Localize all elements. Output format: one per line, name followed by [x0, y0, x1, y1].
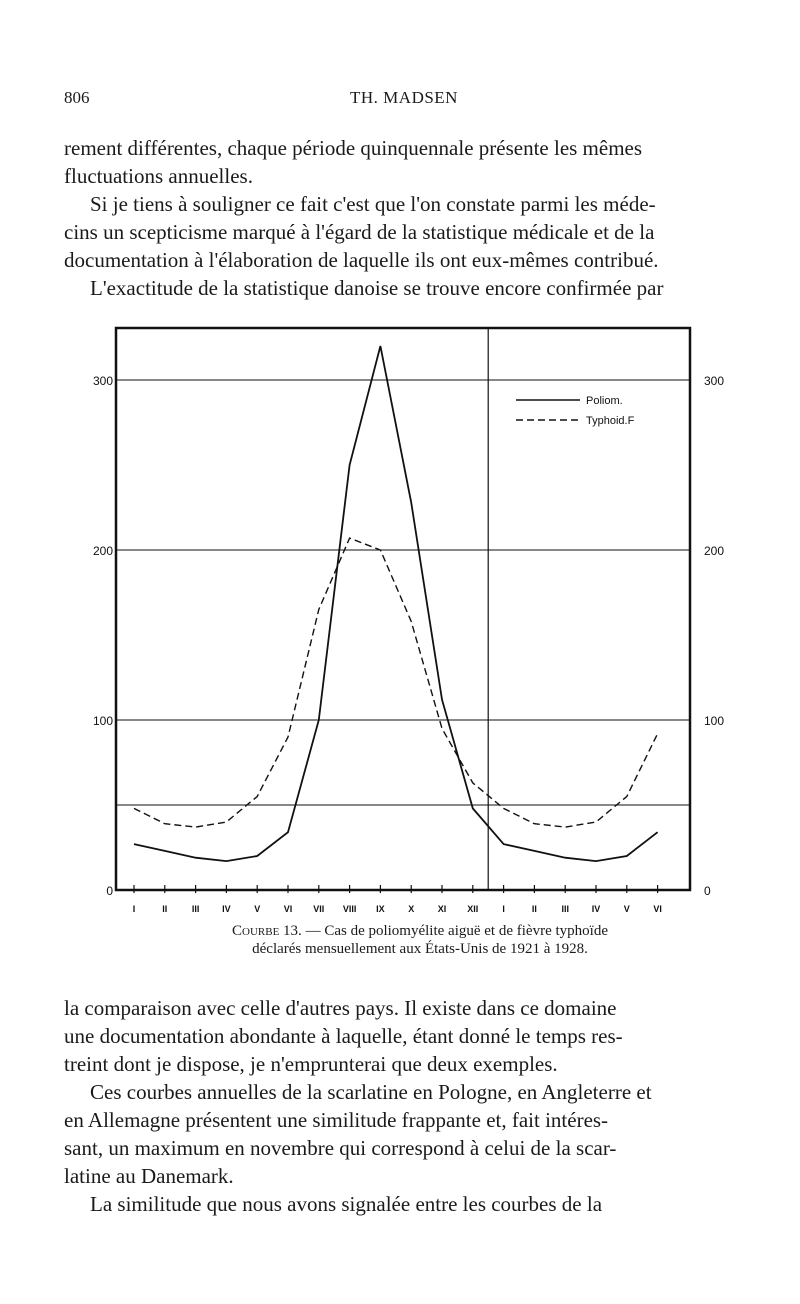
- plot-frame: [116, 328, 690, 890]
- x-tick-label: VIII: [342, 904, 357, 914]
- text-line: sant, un maximum en novembre qui correspond à celui de la scar-: [64, 1136, 617, 1160]
- bottom-paragraphs: [64, 994, 738, 1218]
- y-tick-label-left: 300: [92, 374, 113, 388]
- x-tick-label: IX: [376, 904, 385, 914]
- y-tick-label-right: 200: [704, 544, 725, 558]
- text-line: en Allemagne présentent une similitude frappante et, fait intéres-: [64, 1108, 609, 1132]
- y-tick-label-right: 100: [704, 714, 725, 728]
- x-tick-label: VI: [283, 904, 293, 914]
- text-line: la comparaison avec celle d'autres pays. Il existe dans ce domaine: [64, 996, 617, 1020]
- text-line: documentation à l'élaboration de laquelle ils ont eux-mêmes contribué.: [64, 248, 659, 272]
- figure-caption: [110, 922, 730, 958]
- text-line: rement différentes, chaque période quinquennale présente les mêmes: [64, 136, 643, 160]
- y-tick-label-left: 100: [92, 714, 113, 728]
- x-tick-label: I: [132, 904, 136, 914]
- x-tick-label: XI: [437, 904, 447, 914]
- x-tick-label: V: [623, 904, 630, 914]
- x-tick-label: IV: [591, 904, 601, 914]
- y-tick-label-left: 0: [106, 884, 113, 898]
- text-line: une documentation abondante à laquelle, étant donné le temps res-: [64, 1024, 623, 1048]
- caption-line-2: déclarés mensuellement aux États-Unis de 1921 à 1928.: [252, 941, 588, 957]
- text-line: Si je tiens à souligner ce fait c'est que l'on constate parmi les méde-: [90, 192, 656, 216]
- text-line: L'exactitude de la statistique danoise se trouve encore confirmée par: [90, 276, 664, 300]
- text-line: Ces courbes annuelles de la scarlatine en Pologne, en Angleterre et: [90, 1080, 652, 1104]
- text-line: La similitude que nous avons signalée entre les courbes de la: [90, 1192, 603, 1216]
- page-header: [64, 88, 744, 112]
- legend-label: Poliom.: [586, 395, 623, 407]
- y-tick-label-left: 200: [92, 544, 113, 558]
- top-paragraphs: [64, 134, 738, 302]
- caption-text: — Cas de poliomyélite aiguë et de fièvre typhoïde: [301, 923, 608, 939]
- x-tick-label: V: [254, 904, 261, 914]
- x-tick-label: III: [191, 904, 200, 914]
- x-tick-label: VI: [653, 904, 662, 914]
- text-line: cins un scepticisme marqué à l'égard de la statistique médicale et de la: [64, 220, 655, 244]
- legend-label: Typhoid.F: [586, 415, 635, 427]
- running-title: TH. MADSEN: [350, 88, 458, 107]
- x-tick-label: I: [502, 904, 505, 914]
- y-tick-label-right: 0: [704, 884, 711, 898]
- caption-label: Courbe 13.: [232, 923, 302, 939]
- page-number: 806: [64, 88, 90, 107]
- typhoid-series-line: [134, 538, 658, 827]
- chart: [80, 318, 725, 916]
- text-line: fluctuations annuelles.: [64, 164, 253, 188]
- y-tick-label-right: 300: [704, 374, 725, 388]
- x-tick-label: II: [162, 904, 168, 914]
- poliom-series-line: [134, 346, 658, 861]
- x-tick-label: IV: [222, 904, 231, 914]
- x-tick-label: VII: [313, 904, 325, 914]
- x-tick-label: III: [561, 904, 569, 914]
- x-tick-label: X: [408, 904, 415, 914]
- text-line: latine au Danemark.: [64, 1164, 234, 1188]
- x-tick-label: II: [531, 904, 537, 914]
- text-line: treint dont je dispose, je n'emprunterai que deux exemples.: [64, 1052, 558, 1076]
- x-tick-label: XII: [467, 904, 479, 914]
